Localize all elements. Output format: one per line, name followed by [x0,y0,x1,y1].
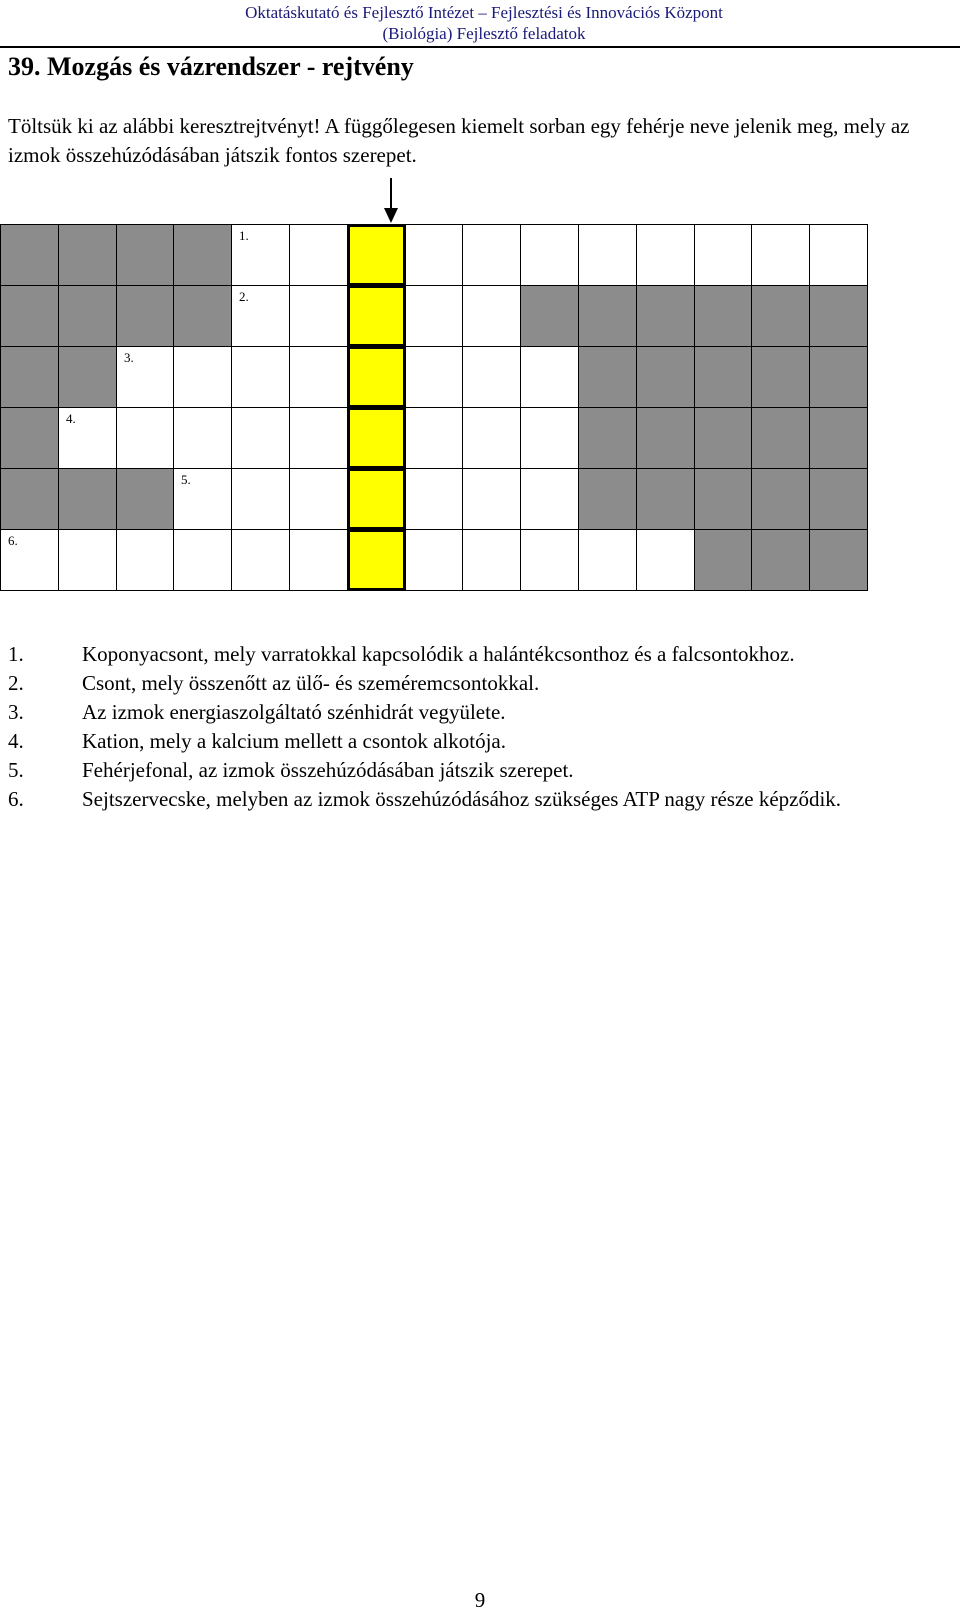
clue-number: 5. [8,758,24,782]
crossword-blocked-cell [0,346,59,408]
crossword-blocked-cell [0,224,59,286]
clue-item [8,640,948,669]
crossword-cell[interactable] [405,529,463,591]
crossword-cell[interactable] [0,529,59,591]
crossword-cell[interactable] [289,407,348,469]
crossword-cell[interactable] [116,529,174,591]
clue-number: 1. [8,642,24,666]
crossword-cell[interactable] [289,346,348,408]
crossword-blocked-cell [751,468,810,530]
crossword-cell[interactable] [520,346,579,408]
clue-item [8,727,948,756]
crossword-cell[interactable] [405,468,463,530]
crossword-blocked-cell [58,285,117,347]
crossword-blocked-cell [809,346,868,408]
crossword-cell[interactable] [520,529,579,591]
page-header [0,2,960,44]
crossword-blocked-cell [0,468,59,530]
crossword-cell[interactable] [289,224,348,286]
crossword-cell[interactable] [405,346,463,408]
crossword-cell[interactable] [405,224,463,286]
crossword-solution-cell[interactable] [347,468,406,530]
crossword-cell[interactable] [58,407,117,469]
crossword-solution-cell[interactable] [347,529,406,591]
crossword-cell[interactable] [578,224,637,286]
crossword-blocked-cell [694,529,752,591]
crossword-blocked-cell [636,468,695,530]
clue-number: 4. [8,729,24,753]
crossword-cell[interactable] [173,407,232,469]
crossword-blocked-cell [578,468,637,530]
crossword-cell[interactable] [520,224,579,286]
crossword-blocked-cell [694,407,752,469]
crossword-cell[interactable] [462,346,521,408]
crossword-solution-cell[interactable] [347,346,406,408]
crossword-cell[interactable] [231,529,290,591]
cell-number: 3. [124,350,134,365]
crossword-cell[interactable] [405,407,463,469]
crossword-cell[interactable] [751,224,810,286]
crossword-blocked-cell [578,346,637,408]
crossword-blocked-cell [751,407,810,469]
clue-text: Kation, mely a kalcium mellett a csontok alkotója. [82,729,506,753]
crossword-cell[interactable] [231,468,290,530]
clue-list [8,640,948,814]
crossword-blocked-cell [636,407,695,469]
crossword-cell[interactable] [289,285,348,347]
crossword-blocked-cell [58,346,117,408]
crossword-solution-cell[interactable] [347,285,406,347]
crossword-cell[interactable] [462,285,521,347]
crossword-cell[interactable] [405,285,463,347]
clue-text: Az izmok energiaszolgáltató szénhidrát vegyülete. [82,700,506,724]
crossword-blocked-cell [694,468,752,530]
crossword-blocked-cell [751,529,810,591]
crossword-blocked-cell [173,224,232,286]
crossword-blocked-cell [58,224,117,286]
crossword-solution-cell[interactable] [347,407,406,469]
clue-number: 2. [8,671,24,695]
crossword-cell[interactable] [116,407,174,469]
crossword-cell[interactable] [636,224,695,286]
page-number: 9 [474,1588,486,1612]
crossword-cell[interactable] [289,529,348,591]
clue-text: Csont, mely összenőtt az ülő- és szeméremcsontokkal. [82,671,540,695]
crossword-cell[interactable] [231,224,290,286]
crossword-blocked-cell [636,285,695,347]
crossword-cell[interactable] [173,468,232,530]
clue-item [8,698,948,727]
crossword-cell[interactable] [462,529,521,591]
clue-text: Koponyacsont, mely varratokkal kapcsolódik a halántékcsonthoz és a falcsontokhoz. [82,642,795,666]
crossword-cell[interactable] [231,346,290,408]
crossword-solution-cell[interactable] [347,224,406,286]
crossword-blocked-cell [173,285,232,347]
crossword-cell[interactable] [231,407,290,469]
header-subtitle: (Biológia) Fejlesztő feladatok [382,24,586,43]
instructions: Töltsük ki az alábbi keresztrejtvényt! A függőlegesen kiemelt sorban egy fehérje neve jelenik meg, mely az izmok összehúzódásában játszik fontos szerepet. [8,114,910,167]
cell-number: 6. [8,533,18,548]
cell-number: 1. [239,228,249,243]
crossword-blocked-cell [809,529,868,591]
crossword-blocked-cell [809,407,868,469]
crossword-cell[interactable] [231,285,290,347]
crossword-blocked-cell [578,407,637,469]
cell-number: 5. [181,472,191,487]
crossword-blocked-cell [694,285,752,347]
clue-text: Sejtszervecske, melyben az izmok összehúzódásához szükséges ATP nagy része képződik. [82,787,842,811]
crossword-blocked-cell [636,346,695,408]
header-institute: Oktatáskutató és Fejlesztő Intézet – Fejlesztési és Innovációs Központ [245,3,723,22]
crossword-cell[interactable] [809,224,868,286]
clue-item [8,785,948,814]
crossword-blocked-cell [116,285,174,347]
header-divider [0,46,960,48]
clue-text: Fehérjefonal, az izmok összehúzódásában játszik szerepet. [82,758,574,782]
clue-item [8,669,948,698]
clue-number: 6. [8,787,24,811]
crossword-cell[interactable] [173,529,232,591]
crossword-cell[interactable] [694,224,752,286]
crossword-blocked-cell [0,285,59,347]
down-arrow-icon [383,178,399,224]
crossword-cell[interactable] [116,346,174,408]
crossword-blocked-cell [694,346,752,408]
crossword-blocked-cell [578,285,637,347]
crossword-blocked-cell [116,224,174,286]
crossword-blocked-cell [809,285,868,347]
crossword-cell[interactable] [173,346,232,408]
crossword-blocked-cell [809,468,868,530]
clue-item [8,756,948,785]
crossword-cell[interactable] [58,529,117,591]
crossword-cell[interactable] [520,468,579,530]
crossword-blocked-cell [116,468,174,530]
crossword-cell[interactable] [578,529,637,591]
crossword-cell[interactable] [289,468,348,530]
crossword-cell[interactable] [462,407,521,469]
cell-number: 4. [66,411,76,426]
crossword-cell[interactable] [636,529,695,591]
crossword-blocked-cell [751,285,810,347]
page-title: 39. Mozgás és vázrendszer - rejtvény [8,52,414,81]
crossword-cell[interactable] [462,468,521,530]
cell-number: 2. [239,289,249,304]
crossword-cell[interactable] [520,407,579,469]
crossword-blocked-cell [751,346,810,408]
crossword-blocked-cell [0,407,59,469]
crossword-cell[interactable] [462,224,521,286]
crossword-blocked-cell [520,285,579,347]
clue-number: 3. [8,700,24,724]
crossword-blocked-cell [58,468,117,530]
